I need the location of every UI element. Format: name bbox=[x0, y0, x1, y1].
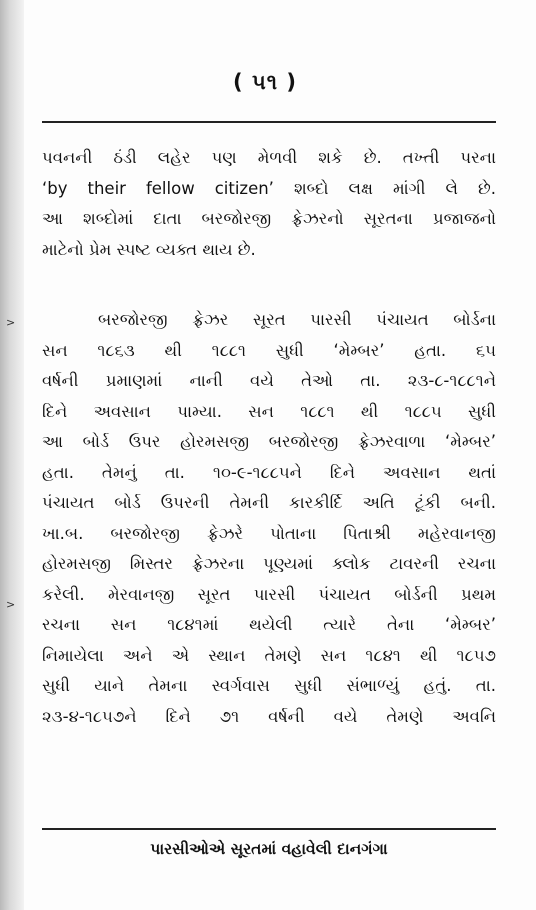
text-line: આ શબ્દોમાં દાતા બરજોરજી ફ્રેઝરનો સૂરતના પ્રજાજનો bbox=[42, 209, 496, 228]
margin-mark: > bbox=[6, 598, 16, 611]
text-line: હતા. તેમનું તા. ૧૦-૯-૧૮૮૫ને દિને અવસાન થતાં bbox=[42, 462, 496, 482]
text-line: આ બોર્ડ ઉપર હોરમસજી બરજોરજી ફ્રેઝરવાળા ‘મેમ્બર’ bbox=[42, 432, 496, 451]
paragraph-2 bbox=[42, 305, 496, 732]
binding-shadow bbox=[0, 0, 24, 910]
text-line: દિને અવસાન પામ્યા. સન ૧૮૮૧ થી ૧૮૮૫ સુધી bbox=[42, 401, 496, 421]
text-line: રચના સન ૧૮૪૧માં થયેલી ત્યારે તેના ‘મેમ્બર’ bbox=[42, 615, 496, 634]
text-line: હોરમસજી મિસ્તર ફ્રેઝરના પૂણ્યમાં ક્લોક ટાવરની રચના bbox=[42, 554, 496, 573]
text-line: નિમાયેલા અને એ સ્થાન તેમણે સન ૧૮૪૧ થી ૧૮૫૭ bbox=[42, 645, 496, 665]
text-line: સુધી યાને તેમના સ્વર્ગવાસ સુધી સંભાળ્યું હતું. તા. bbox=[42, 676, 496, 695]
margin-mark: > bbox=[6, 316, 16, 329]
page-number: ( ૫૧ ) bbox=[233, 70, 297, 94]
text-line: કરેલી. મેરવાનજી સૂરત પારસી પંચાયત બોર્ડની પ્રથમ bbox=[42, 584, 496, 604]
text-line: ખા.બ. બરજોરજી ફ્રેઝરે પોતાના પિતાશ્રી મહેરવાનજી bbox=[42, 523, 496, 543]
paragraph-1 bbox=[42, 143, 496, 265]
text-line: સન ૧૮૬૩ થી ૧૮૮૧ સુધી ‘મેમ્બર’ હતા. ૬૫ bbox=[42, 340, 496, 360]
text-line: બરજોરજી ફ્રેઝર સૂરત પારસી પંચાયત બોર્ડના bbox=[98, 310, 496, 329]
header-rule bbox=[42, 121, 496, 123]
text-line: પંચાયત બોર્ડ ઉપરની તેમની કારકીર્દિ અતિ ટૂંકી બની. bbox=[42, 493, 496, 512]
running-footer-title: પારસીઓએ સૂરતમાં વહાવેલી દાનગંગા bbox=[150, 840, 388, 858]
text-line: વર્ષની પ્રમાણમાં નાની વયે તેઓ તા. ૨૩-૮-૧૮૮૧ને bbox=[42, 371, 496, 390]
text-line: માટેનો પ્રેમ સ્પષ્ટ વ્યક્ત થાય છે. bbox=[42, 239, 256, 259]
footer-rule bbox=[42, 828, 496, 830]
text-line: ૨૩-૪-૧૮૫૭ને દિને ૭૧ વર્ષની વયે તેમણે અવનિ bbox=[42, 706, 496, 726]
text-line: પવનની ઠંડી લહેર પણ મેળવી શકે છે. તખ્તી પરના bbox=[42, 148, 496, 167]
text-line: ‘by their fellow citizen’ શબ્દો લક્ષ માંગી લે છે. bbox=[42, 178, 496, 198]
